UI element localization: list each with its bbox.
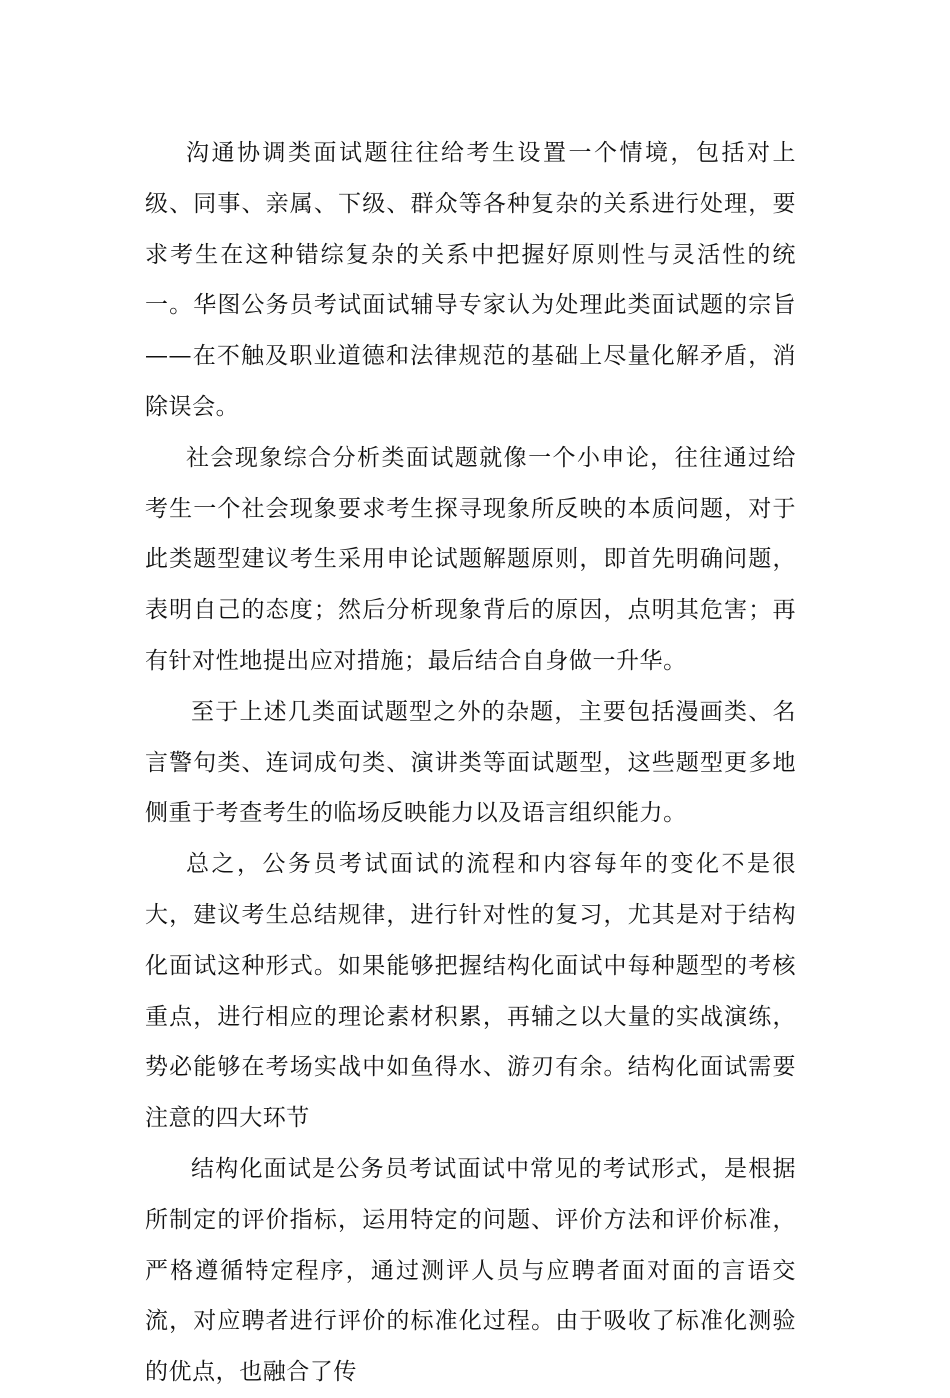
- paragraph-communication: 沟通协调类面试题往往给考生设置一个情境，包括对上级、同事、亲属、下级、群众等各种复杂的关系进行处理，要求考生在这种错综复杂的关系中把握好原则性与灵活性的统一。华图公务员考试面试辅导专家认为处理此类面试题的宗旨——在不触及职业道德和法律规范的基础上尽量化解矛盾，消除误会。: [145, 140, 796, 420]
- document-body: [145, 128, 796, 1398]
- paragraph-structured-interview: 结构化面试是公务员考试面试中常见的考试形式，是根据所制定的评价指标，运用特定的问题、评价方法和评价标准，严格遵循特定程序，通过测评人员与应聘者面对面的言语交流，对应聘者进行评价的标准化过程。由于吸收了标准化测验的优点，也融合了传: [145, 1155, 796, 1386]
- paragraph-misc-questions: 至于上述几类面试题型之外的杂题，主要包括漫画类、名言警句类、连词成句类、演讲类等面试题型，这些题型更多地侧重于考查考生的临场反映能力以及语言组织能力。: [145, 698, 796, 827]
- paragraph-social-analysis: 社会现象综合分析类面试题就像一个小申论，往往通过给考生一个社会现象要求考生探寻现象所反映的本质问题，对于此类题型建议考生采用申论试题解题原则，即首先明确问题，表明自己的态度；然后分析现象背后的原因，点明其危害；再有针对性地提出应对措施；最后结合自身做一升华。: [145, 444, 796, 674]
- paragraph-summary: 总之，公务员考试面试的流程和内容每年的变化不是很大，建议考生总结规律，进行针对性的复习，尤其是对于结构化面试这种形式。如果能够把握结构化面试中每种题型的考核重点，进行相应的理论素材积累，再辅之以大量的实战演练，势必能够在考场实战中如鱼得水、游刃有余。结构化面试需要注意的四大环节: [145, 851, 796, 1132]
